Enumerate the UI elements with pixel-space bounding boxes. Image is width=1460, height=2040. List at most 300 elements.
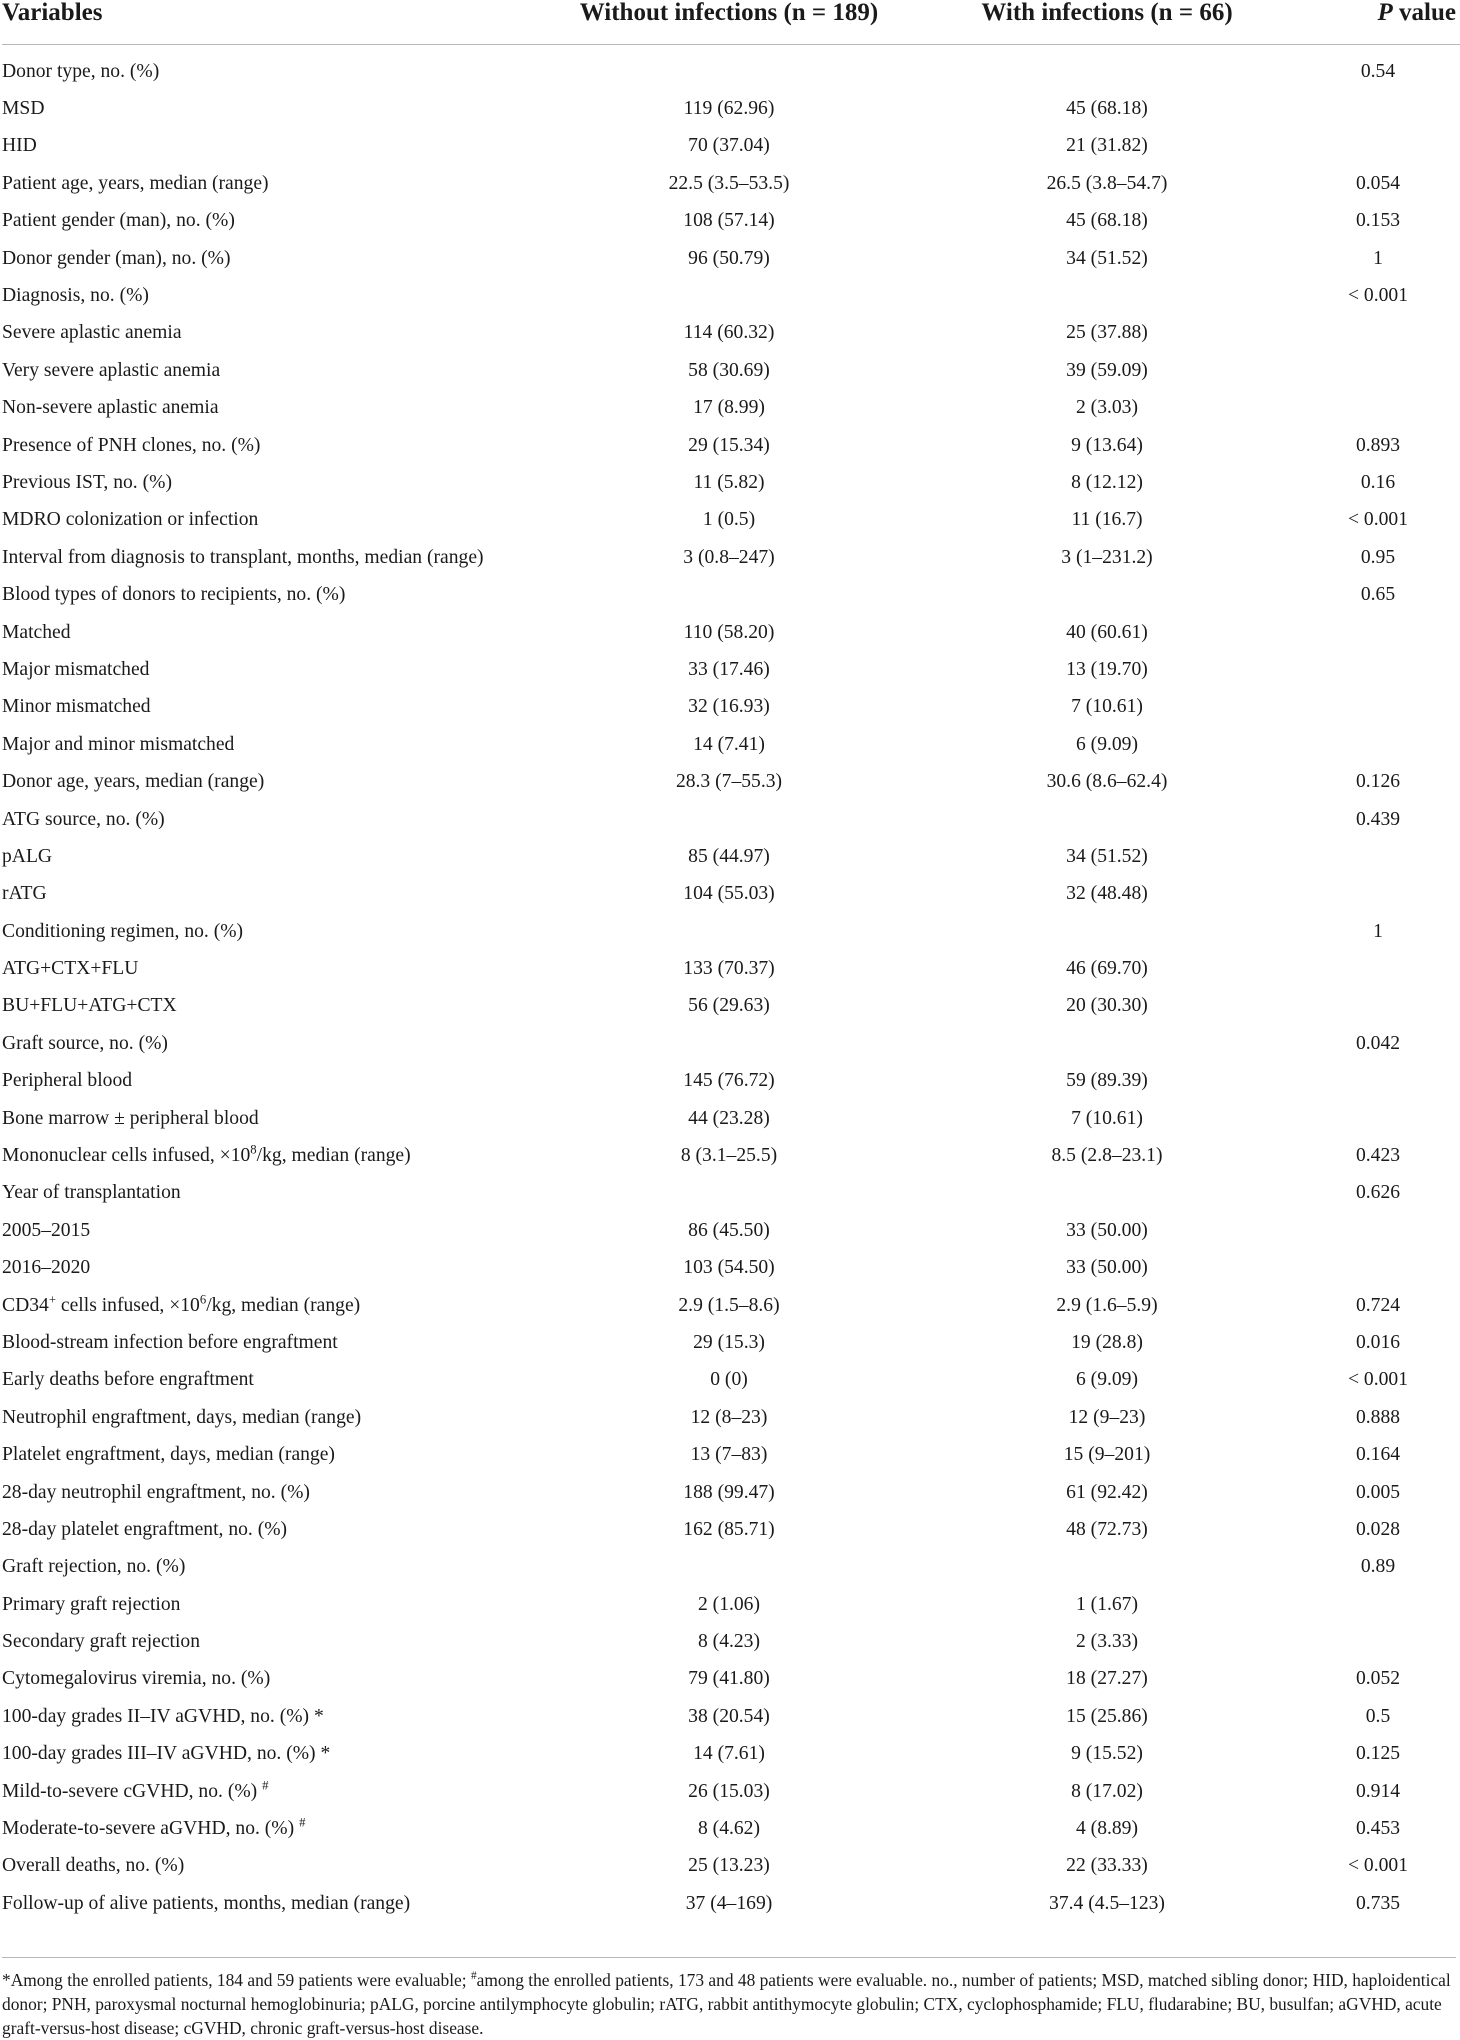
cell-with-infections: 30.6 (8.6–62.4) [1046, 771, 1168, 793]
cell-variable [2, 1549, 540, 1586]
table-row [2, 651, 1460, 688]
cell-p-value [1296, 838, 1460, 875]
cell-p-value: 0.052 [1355, 1668, 1401, 1690]
cell-without-infections: 3 (0.8–247) [683, 546, 775, 568]
header-p-italic: P [1377, 0, 1393, 26]
cell-with-infections: 7 (10.61) [1071, 1107, 1143, 1129]
cell-variable [2, 1250, 540, 1287]
cell-with-infections: 2 (3.33) [1075, 1631, 1139, 1653]
cell-variable [2, 390, 540, 427]
cell-variable [2, 1885, 540, 1922]
cell-without-infections: 188 (99.47) [683, 1481, 775, 1503]
table-row [2, 427, 1460, 464]
cell-variable [2, 90, 540, 127]
cell-p-value [1296, 876, 1460, 913]
cell-variable [2, 352, 540, 389]
cell-without-infections: 85 (44.97) [688, 845, 770, 867]
cell-with-infections: 32 (48.48) [1066, 883, 1148, 905]
table-row [2, 913, 1460, 950]
cell-without-infections: 104 (55.03) [683, 883, 775, 905]
table-row [2, 1025, 1460, 1062]
cell-without-infections: 114 (60.32) [683, 322, 775, 344]
cell-variable [2, 128, 540, 165]
cell-p-value [1296, 950, 1460, 987]
header-p-rest: value [1392, 0, 1456, 26]
table-footnote [2, 1957, 1456, 2040]
table-row [2, 838, 1460, 875]
cell-p-value [1296, 352, 1460, 389]
table-row [2, 1063, 1460, 1100]
variable-label: BU+FLU+ATG+CTX [2, 995, 177, 1017]
table-row [2, 1436, 1460, 1473]
footnote-hash: # [470, 1970, 477, 1983]
cell-without-infections: 33 (17.46) [688, 658, 770, 680]
variable-label: ATG source, no. (%) [2, 808, 165, 830]
cell-with-infections: 26.5 (3.8–54.7) [1046, 172, 1168, 194]
table-row [2, 203, 1460, 240]
table-row [2, 1324, 1460, 1361]
cell-variable [2, 165, 540, 202]
cell-p-value: 0.626 [1355, 1182, 1401, 1204]
cell-variable [2, 1436, 540, 1473]
cell-with-infections: 34 (51.52) [1066, 247, 1148, 269]
cell-variable [2, 427, 540, 464]
variable-label: Primary graft rejection [2, 1593, 181, 1615]
cell-with-infections: 61 (92.42) [1066, 1481, 1148, 1503]
cell-p-value: 0.735 [1355, 1892, 1401, 1914]
table-row [2, 1474, 1460, 1511]
cell-variable [2, 1063, 540, 1100]
table-row [2, 1175, 1460, 1212]
cell-p-value: 0.125 [1355, 1743, 1401, 1765]
cell-with-infections: 39 (59.09) [1066, 359, 1148, 381]
table-row [2, 689, 1460, 726]
table-row [2, 1586, 1460, 1623]
cell-p-value: 0.016 [1355, 1331, 1401, 1353]
cell-p-value: 0.54 [1360, 60, 1396, 82]
cell-without-infections [540, 1549, 918, 1586]
cell-variable [2, 1362, 540, 1399]
variable-label: Non-severe aplastic anemia [2, 397, 219, 419]
variable-label: Platelet engraftment, days, median (range) [2, 1444, 335, 1466]
variable-label: Graft source, no. (%) [2, 1032, 168, 1054]
table-row [2, 1773, 1460, 1810]
cell-p-value: 0.439 [1355, 808, 1401, 830]
cell-without-infections: 11 (5.82) [693, 471, 765, 493]
variable-sup2: 6 [199, 1292, 207, 1307]
cell-variable [2, 277, 540, 314]
variable-label: Moderate-to-severe aGVHD, no. (%) [2, 1818, 300, 1840]
cell-with-infections: 15 (9–201) [1063, 1444, 1151, 1466]
cell-variable [2, 1324, 540, 1361]
cell-p-value [1296, 614, 1460, 651]
cell-with-infections: 25 (37.88) [1066, 322, 1148, 344]
cell-variable [2, 1773, 540, 1810]
table-row [2, 352, 1460, 389]
cell-without-infections: 145 (76.72) [683, 1070, 775, 1092]
variable-label: Neutrophil engraftment, days, median (range) [2, 1406, 362, 1428]
cell-p-value: 0.453 [1355, 1818, 1401, 1840]
table-row [2, 1736, 1460, 1773]
cell-variable [2, 1025, 540, 1062]
cell-variable [2, 913, 540, 950]
cell-variable [2, 651, 540, 688]
table-row [2, 390, 1460, 427]
cell-variable [2, 45, 540, 91]
variable-label: Bone marrow ± peripheral blood [2, 1107, 259, 1129]
cell-without-infections [540, 913, 918, 950]
cell-variable [2, 763, 540, 800]
variable-sup: # [299, 1815, 306, 1830]
variable-label: Patient age, years, median (range) [2, 172, 269, 194]
table-row [2, 464, 1460, 501]
cell-p-value: 0.5 [1365, 1705, 1391, 1727]
table-row [2, 950, 1460, 987]
cell-without-infections: 96 (50.79) [688, 247, 770, 269]
cell-variable [2, 464, 540, 501]
cell-with-infections: 12 (9–23) [1068, 1406, 1146, 1428]
cell-variable [2, 1586, 540, 1623]
cell-with-infections [918, 801, 1296, 838]
variable-label: Secondary graft rejection [2, 1631, 201, 1653]
table-row [2, 1848, 1460, 1885]
cell-variable [2, 1848, 540, 1885]
cell-without-infections [540, 1175, 918, 1212]
variable-label: 100-day grades II–IV aGVHD, no. (%) * [2, 1705, 324, 1727]
table-row [2, 1287, 1460, 1324]
variable-label: rATG [2, 883, 47, 905]
cell-variable [2, 876, 540, 913]
variable-label: Cytomegalovirus viremia, no. (%) [2, 1668, 271, 1690]
table-row [2, 614, 1460, 651]
cell-p-value: 0.005 [1355, 1481, 1401, 1503]
variable-label: Presence of PNH clones, no. (%) [2, 434, 261, 456]
cell-without-infections: 103 (54.50) [683, 1257, 775, 1279]
cell-without-infections [540, 277, 918, 314]
cell-with-infections: 4 (8.89) [1075, 1818, 1139, 1840]
table-row [2, 240, 1460, 277]
variable-label: Year of transplantation [2, 1182, 181, 1204]
cell-without-infections: 8 (4.23) [697, 1631, 761, 1653]
cell-p-value [1296, 315, 1460, 352]
cell-with-infections: 34 (51.52) [1066, 845, 1148, 867]
cell-with-infections: 8 (12.12) [1071, 471, 1143, 493]
variable-label: 2005–2015 [2, 1219, 91, 1241]
table-header-row [2, 0, 1460, 45]
cell-with-infections: 20 (30.30) [1066, 995, 1148, 1017]
cell-with-infections: 2.9 (1.6–5.9) [1056, 1294, 1158, 1316]
variable-label: Donor type, no. (%) [2, 60, 160, 82]
variable-label: Interval from diagnosis to transplant, months, median (range) [2, 546, 484, 568]
cell-without-infections: 44 (23.28) [688, 1107, 770, 1129]
cell-without-infections: 29 (15.3) [693, 1331, 765, 1353]
table-body [2, 45, 1460, 1923]
variable-after: cells infused, ×10 [56, 1294, 200, 1316]
table-row [2, 1885, 1460, 1922]
footnote-rest: among the enrolled patients, 173 and 48 patients were evaluable. no., number of patients; MSD, matched sibling donor; HID, haploidentical donor; PNH, paroxysmal nocturnal hemoglobinuria; pALG, porcine antilymphocyte globulin; rATG, rabbit antithymocyte globulin; CTX, cyclophosphamide; FLU, fludarabine; BU, busulfan; aGVHD, acute graft-versus-host disease; cGVHD, chronic graft-versus-host disease. [2, 1970, 1451, 2038]
cell-with-infections: 6 (9.09) [1075, 733, 1139, 755]
variable-label: 2016–2020 [2, 1257, 91, 1279]
variable-label: Patient gender (man), no. (%) [2, 210, 235, 232]
table-row [2, 576, 1460, 613]
cell-variable [2, 315, 540, 352]
cell-with-infections [918, 45, 1296, 91]
cell-without-infections: 108 (57.14) [683, 210, 775, 232]
cell-with-infections [918, 576, 1296, 613]
cell-p-value: 0.042 [1355, 1032, 1401, 1054]
cell-p-value: 0.914 [1355, 1780, 1401, 1802]
table-row [2, 876, 1460, 913]
table-row [2, 165, 1460, 202]
header-variables: Variables [2, 0, 540, 45]
cell-p-value: 0.893 [1355, 434, 1401, 456]
cell-p-value: 1 [1373, 247, 1383, 269]
cell-with-infections: 9 (13.64) [1071, 434, 1143, 456]
cell-p-value: 0.423 [1355, 1145, 1401, 1167]
cell-p-value: < 0.001 [1347, 285, 1409, 307]
cell-with-infections: 19 (28.8) [1071, 1331, 1143, 1353]
cell-p-value [1296, 1212, 1460, 1249]
cell-with-infections: 33 (50.00) [1066, 1219, 1148, 1241]
variable-label: CD34 [2, 1294, 49, 1316]
cell-without-infections: 26 (15.03) [688, 1780, 770, 1802]
table-row [2, 315, 1460, 352]
table-row [2, 128, 1460, 165]
cell-with-infections: 6 (9.09) [1075, 1369, 1139, 1391]
cell-with-infections: 11 (16.7) [1071, 509, 1143, 531]
cell-without-infections: 12 (8–23) [690, 1406, 768, 1428]
cell-p-value: 0.126 [1355, 771, 1401, 793]
cell-p-value: 0.65 [1360, 584, 1396, 606]
table-row [2, 539, 1460, 576]
cell-with-infections: 7 (10.61) [1071, 696, 1143, 718]
cell-p-value: 0.028 [1355, 1518, 1401, 1540]
cell-with-infections: 3 (1–231.2) [1061, 546, 1153, 568]
cell-variable [2, 726, 540, 763]
cell-with-infections: 22 (33.33) [1066, 1855, 1148, 1877]
table-row [2, 1362, 1460, 1399]
cell-without-infections: 17 (8.99) [693, 397, 765, 419]
cell-variable [2, 689, 540, 726]
cell-without-infections: 70 (37.04) [688, 135, 770, 157]
table-row [2, 1810, 1460, 1847]
cell-without-infections: 14 (7.61) [693, 1743, 765, 1765]
cell-without-infections: 133 (70.37) [683, 958, 775, 980]
variable-label: Minor mismatched [2, 696, 151, 718]
cell-p-value [1296, 90, 1460, 127]
cell-p-value: < 0.001 [1347, 509, 1409, 531]
cell-variable [2, 614, 540, 651]
cell-without-infections: 58 (30.69) [688, 359, 770, 381]
cell-with-infections [918, 1175, 1296, 1212]
cell-p-value: 0.724 [1355, 1294, 1401, 1316]
table-row [2, 988, 1460, 1025]
variable-label: Very severe aplastic anemia [2, 359, 221, 381]
cell-variable [2, 950, 540, 987]
table-row [2, 1100, 1460, 1137]
variable-label: ATG+CTX+FLU [2, 958, 139, 980]
cell-variable [2, 1698, 540, 1735]
cell-variable [2, 1511, 540, 1548]
variable-label: Major and minor mismatched [2, 733, 235, 755]
cell-p-value [1296, 1250, 1460, 1287]
variable-label: Diagnosis, no. (%) [2, 285, 149, 307]
variable-label: Severe aplastic anemia [2, 322, 182, 344]
cell-p-value: 0.89 [1360, 1556, 1396, 1578]
cell-variable [2, 240, 540, 277]
cell-variable [2, 1287, 540, 1324]
variable-label: pALG [2, 845, 53, 867]
cell-variable [2, 1736, 540, 1773]
cell-with-infections: 33 (50.00) [1066, 1257, 1148, 1279]
cell-without-infections: 32 (16.93) [688, 696, 770, 718]
variable-sup: # [262, 1778, 269, 1793]
cell-p-value [1296, 128, 1460, 165]
cell-variable [2, 1661, 540, 1698]
cell-variable [2, 988, 540, 1025]
cell-with-infections [918, 913, 1296, 950]
cell-with-infections: 18 (27.27) [1066, 1668, 1148, 1690]
cell-with-infections: 59 (89.39) [1066, 1070, 1148, 1092]
cell-without-infections: 13 (7–83) [690, 1444, 768, 1466]
cell-variable [2, 1623, 540, 1660]
cell-without-infections: 110 (58.20) [683, 621, 775, 643]
table-row [2, 502, 1460, 539]
cell-without-infections: 22.5 (3.5–53.5) [668, 172, 790, 194]
cell-variable [2, 1212, 540, 1249]
cell-variable [2, 801, 540, 838]
cell-p-value: < 0.001 [1347, 1369, 1409, 1391]
cell-variable [2, 1137, 540, 1174]
variable-label: Matched [2, 621, 71, 643]
cell-with-infections: 45 (68.18) [1066, 210, 1148, 232]
cell-variable [2, 1399, 540, 1436]
variable-label: HID [2, 135, 37, 157]
table-row [2, 763, 1460, 800]
variable-label: Mononuclear cells infused, ×10 [2, 1145, 251, 1167]
cell-with-infections: 46 (69.70) [1066, 958, 1148, 980]
cell-variable [2, 502, 540, 539]
cell-without-infections: 8 (4.62) [697, 1818, 761, 1840]
cell-without-infections: 2 (1.06) [697, 1593, 761, 1615]
cell-p-value: 0.888 [1355, 1406, 1401, 1428]
cell-without-infections: 38 (20.54) [688, 1705, 770, 1727]
table-row [2, 90, 1460, 127]
variable-label: 28-day neutrophil engraftment, no. (%) [2, 1481, 310, 1503]
variable-after2: /kg, median (range) [206, 1294, 361, 1316]
cell-with-infections: 8.5 (2.8–23.1) [1051, 1145, 1163, 1167]
variable-label: Peripheral blood [2, 1070, 133, 1092]
cell-with-infections: 9 (15.52) [1071, 1743, 1143, 1765]
cell-with-infections: 48 (72.73) [1066, 1518, 1148, 1540]
cell-without-infections [540, 801, 918, 838]
variable-label: Previous IST, no. (%) [2, 471, 172, 493]
variable-label: MDRO colonization or infection [2, 509, 259, 531]
variable-label: MSD [2, 98, 45, 120]
cell-variable [2, 539, 540, 576]
cell-without-infections: 14 (7.41) [693, 733, 765, 755]
variable-label: Major mismatched [2, 658, 150, 680]
cell-p-value: 0.164 [1355, 1444, 1401, 1466]
cell-p-value: 0.16 [1360, 471, 1396, 493]
cell-without-infections: 8 (3.1–25.5) [680, 1145, 778, 1167]
cell-p-value: 1 [1373, 920, 1383, 942]
table-row [2, 801, 1460, 838]
cell-p-value [1296, 390, 1460, 427]
cell-without-infections: 2.9 (1.5–8.6) [678, 1294, 780, 1316]
cell-with-infections: 37.4 (4.5–123) [1049, 1892, 1165, 1914]
cell-p-value: 0.054 [1355, 172, 1401, 194]
cell-with-infections: 45 (68.18) [1066, 98, 1148, 120]
cell-without-infections: 37 (4–169) [685, 1892, 773, 1914]
header-without-infections: Without infections (n = 189) [540, 0, 918, 45]
variable-label: Overall deaths, no. (%) [2, 1855, 185, 1877]
variable-label: 28-day platelet engraftment, no. (%) [2, 1518, 288, 1540]
variable-label: Early deaths before engraftment [2, 1369, 254, 1391]
variable-label: Donor age, years, median (range) [2, 771, 265, 793]
cell-without-infections: 79 (41.80) [688, 1668, 770, 1690]
cell-variable [2, 1474, 540, 1511]
variable-label: Mild-to-severe cGVHD, no. (%) [2, 1780, 263, 1802]
table-row [2, 1137, 1460, 1174]
cell-p-value [1296, 726, 1460, 763]
variable-sup: 8 [250, 1142, 257, 1157]
cell-with-infections: 8 (17.02) [1071, 1780, 1143, 1802]
table-row [2, 277, 1460, 314]
cell-with-infections [918, 1025, 1296, 1062]
cell-without-infections [540, 1025, 918, 1062]
cell-p-value [1296, 689, 1460, 726]
cell-with-infections: 15 (25.86) [1066, 1705, 1148, 1727]
cell-with-infections [918, 1549, 1296, 1586]
cell-variable [2, 1810, 540, 1847]
cell-without-infections: 119 (62.96) [683, 98, 775, 120]
cell-with-infections: 2 (3.03) [1075, 397, 1139, 419]
cell-without-infections: 28.3 (7–55.3) [675, 771, 783, 793]
cell-with-infections: 21 (31.82) [1066, 135, 1148, 157]
cell-without-infections [540, 45, 918, 91]
cell-p-value [1296, 1623, 1460, 1660]
variable-sup: + [48, 1292, 57, 1307]
table-row [2, 1549, 1460, 1586]
cell-without-infections [540, 576, 918, 613]
cell-without-infections: 29 (15.34) [688, 434, 770, 456]
cell-p-value [1296, 988, 1460, 1025]
cell-p-value: 0.153 [1355, 210, 1401, 232]
header-p-value [1296, 0, 1460, 45]
variable-label: Blood-stream infection before engraftment [2, 1331, 338, 1353]
cell-p-value: 0.95 [1360, 546, 1396, 568]
cell-with-infections: 13 (19.70) [1066, 658, 1148, 680]
cell-variable [2, 1100, 540, 1137]
patient-characteristics-table [2, 0, 1460, 1923]
cell-without-infections: 86 (45.50) [688, 1219, 770, 1241]
cell-variable [2, 203, 540, 240]
cell-with-infections: 40 (60.61) [1066, 621, 1148, 643]
variable-label: 100-day grades III–IV aGVHD, no. (%) * [2, 1743, 331, 1765]
table-row [2, 1698, 1460, 1735]
variable-label: Blood types of donors to recipients, no. (%) [2, 584, 346, 606]
variable-label: Follow-up of alive patients, months, median (range) [2, 1892, 411, 1914]
cell-variable [2, 576, 540, 613]
variable-label: Graft rejection, no. (%) [2, 1556, 186, 1578]
cell-without-infections: 162 (85.71) [683, 1518, 775, 1540]
cell-p-value: < 0.001 [1347, 1855, 1409, 1877]
cell-with-infections [918, 277, 1296, 314]
cell-p-value [1296, 651, 1460, 688]
variable-after: /kg, median (range) [256, 1145, 411, 1167]
cell-without-infections: 56 (29.63) [688, 995, 770, 1017]
